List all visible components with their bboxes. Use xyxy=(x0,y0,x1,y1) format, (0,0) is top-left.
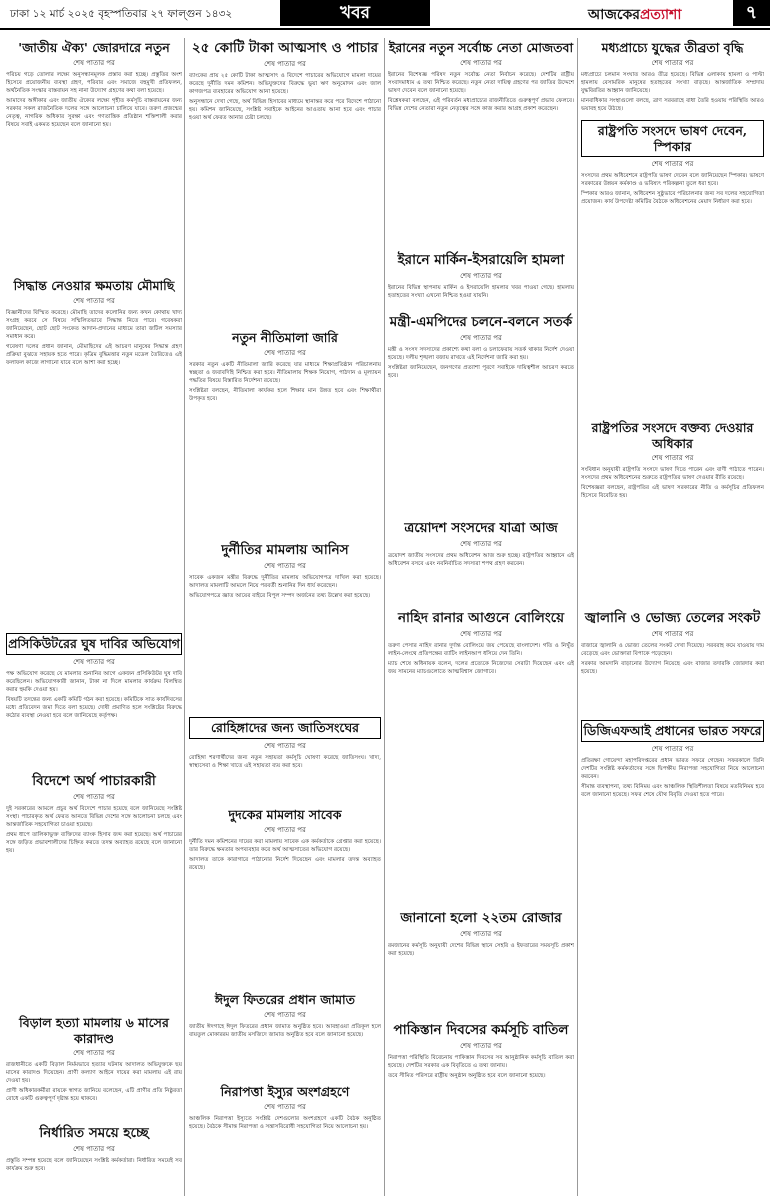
article-headline: ইরানের নতুন সর্বোচ্চ নেতা মোজতবা xyxy=(388,40,574,55)
article-paragraph: তরুণ পেসার নাহিদ রানার দুর্দান্ত বোলিংয়ে জয় পেয়েছে বাংলাদেশ। গতি ও নিখুঁত লাইন-লেংথে প্রতিপক্ষের ব্যাটিং লাইনআপ ধসিয়ে দেন তিনি। xyxy=(388,642,574,657)
article-paragraph: সাবেক একজন মন্ত্রীর বিরুদ্ধে দুর্নীতির মামলায় অভিযোগপত্র দাখিল করা হয়েছে। আদালত মামলাটি আমলে নিয়ে পরবর্তী শুনানির দিন ধার্য করেছেন। xyxy=(189,574,381,589)
article-scheduled-time xyxy=(6,1123,182,1193)
continued-label: শেষ পাতার পর xyxy=(73,58,115,67)
article-paragraph: দুর্নীতি দমন কমিশনের দায়ের করা মামলায় সাবেক এক কর্মকর্তাকে গ্রেপ্তার করা হয়েছে। তার বিরুদ্ধে ক্ষমতার অপব্যবহার করে অর্থ আত্মসাতের অভিযোগ রয়েছে। xyxy=(189,838,381,853)
article-acc-case xyxy=(189,805,381,990)
article-paragraph: গবেষণা দলের প্রধান জানান, মৌমাছিদের এই আচরণ মানুষের সিদ্ধান্ত গ্রহণ প্রক্রিয়া বুঝতে সহায়ক হতে পারে। কৃত্রিম বুদ্ধিমত্তার নতুন মডেল তৈরিতেও এই ফলাফল কাজে লাগানো যাবে বলে আশা করা হচ্ছে। xyxy=(6,343,182,366)
article-cat-killing xyxy=(6,1013,182,1123)
article-dgfi-india xyxy=(581,718,764,1178)
article-paragraph: ব্যাংকের প্রায় ২৫ কোটি টাকা আত্মসাৎ ও বিদেশে পাচারের অভিযোগে মামলা দায়ের করেছে দুর্নীতি দমন কমিশন। অভিযুক্তদের বিরুদ্ধে ভুয়া ঋণ অনুমোদন এবং জাল কাগজপত্র ব্যবহারের অভিযোগ আনা হয়েছে। xyxy=(189,72,381,95)
article-paragraph: বিশ্লেষকরা বলছেন, এই পরিবর্তন মধ্যপ্রাচ্যের রাজনীতিতে গুরুত্বপূর্ণ প্রভাব ফেলবে। বিভিন্ন দেশের নেতারা নতুন নেতৃত্বের সঙ্গে কাজ করার আগ্রহ প্রকাশ করেছেন। xyxy=(388,97,574,112)
page-number: ৭ xyxy=(733,0,770,26)
column-4 xyxy=(581,38,764,1198)
article-headline: ২৫ কোটি টাকা আত্মসাৎ ও পাচার xyxy=(191,40,379,56)
article-paragraph: পক্ষ অভিযোগ করেছে যে মামলার শুনানির আগে একজন প্রসিকিউটর ঘুষ দাবি করেছিলেন। অভিযোগকারী জানান, টাকা না দিলে মামলার কার্যক্রম বিলম্বিত করার হুমকি দেওয়া হয়। xyxy=(6,670,182,693)
article-headline: মধ্যপ্রাচ্যে যুদ্ধের তীব্রতা বৃদ্ধি xyxy=(601,40,744,55)
continued-label: শেষ পাতার পর xyxy=(264,348,306,357)
column-3 xyxy=(388,38,574,1198)
newspaper-logo xyxy=(588,3,681,27)
article-money-laundering xyxy=(6,771,182,1013)
continued-label: শেষ পাতার পর xyxy=(264,561,306,570)
article-paragraph: পরিচয় গড়ে তোলার লক্ষ্যে অনুসন্ধানমূলক প্রস্তাব করা হচ্ছে। প্রস্তুতির অংশ হিসেবে প্রয়োজনীয় ব্যবস্থা গ্রহণ, পরিবার এবং সমাজে বহুমুখী প্রতিফলন, অর্থনৈতিক সংস্কার বাস্তবায়ন সহ নানা উদ্যোগ গ্রহণের কথা বলা হয়েছে। xyxy=(6,71,182,94)
article-paragraph: প্রস্তুতি সম্পন্ন হয়েছে বলে জানিয়েছেন সংশ্লিষ্ট কর্মকর্তারা। নির্ধারিত সময়েই সব কার্যক্রম শুরু হবে। xyxy=(6,1157,182,1172)
article-headline: রাষ্ট্রপতির সংসদে বক্তব্য দেওয়ার অধিকার xyxy=(591,420,754,451)
article-headline: নাহিদ রানার আগুনে বোলিংয়ে xyxy=(397,610,565,626)
continued-label: শেষ পাতার পর xyxy=(73,792,115,801)
article-paragraph: ইরানের বিশেষজ্ঞ পরিষদ নতুন সর্বোচ্চ নেতা নির্বাচন করেছে। দেশটির রাষ্ট্রীয় সংবাদমাধ্যম এ তথ্য নিশ্চিত করেছে। নতুন নেতা দায়িত্ব গ্রহণের পর জাতির উদ্দেশে ভাষণ দেবেন বলে জানানো হয়েছে। xyxy=(388,71,574,94)
continued-label: শেষ পাতার পর xyxy=(460,929,502,938)
continued-label: শেষ পাতার পর xyxy=(651,58,694,67)
article-headline: বিদেশে অর্থ পাচারকারী xyxy=(32,773,156,789)
article-paragraph: সরকার আমদানি বাড়ানোর উদ্যোগ নিয়েছে এবং বাজার তদারকি জোরদার করা হয়েছে। xyxy=(581,660,764,675)
article-ministers-caution xyxy=(388,312,574,518)
article-paragraph: ম্যাচ শেষে অধিনায়ক বলেন, দলের প্রত্যেকে নিজেদের সেরাটা দিয়েছেন এবং এই জয় সামনের ম্যাচগুলোতে আত্মবিশ্বাস জোগাবে। xyxy=(388,660,574,675)
continued-label: শেষ পাতার পর xyxy=(651,629,694,638)
masthead xyxy=(0,0,770,28)
article-president-rights xyxy=(581,418,764,608)
continued-label: শেষ পাতার পর xyxy=(460,1041,502,1050)
article-headline: দুর্নীতির মামলায় আনিস xyxy=(221,542,349,558)
article-paragraph: সংশ্লিষ্টরা বলছেন, নীতিমালা কার্যকর হলে শিক্ষার মান উন্নত হবে এবং শিক্ষার্থীরা উপকৃত হবে। xyxy=(189,387,381,402)
column-divider xyxy=(577,38,578,1196)
column-1 xyxy=(6,38,182,1198)
article-paragraph: অভিযোগপত্রে জ্ঞাত আয়ের বাইরে বিপুল সম্পদ অর্জনের তথ্য উল্লেখ করা হয়েছে। xyxy=(189,592,371,599)
article-paragraph: প্রতিরক্ষা গোয়েন্দা মহাপরিদপ্তরের প্রধান ভারত সফরে গেছেন। সফরকালে তিনি দেশটির সংশ্লিষ্ট কর্মকর্তাদের সঙ্গে দ্বিপক্ষীয় নিরাপত্তা সহযোগিতা নিয়ে আলোচনা করবেন। xyxy=(581,757,764,780)
column-divider xyxy=(384,38,385,1196)
article-paragraph: ইরানের বিভিন্ন স্থাপনায় মার্কিন ও ইসরায়েলি হামলার খবর পাওয়া গেছে। হামলায় হতাহতের সংখ্যা এখনো নিশ্চিত হওয়া যায়নি। xyxy=(388,284,574,299)
article-25-crore xyxy=(189,38,381,328)
continued-label: শেষ পাতার পর xyxy=(73,1144,115,1153)
article-paragraph: নিরাপত্তা পরিস্থিতি বিবেচনায় পাকিস্তান দিবসের সব আনুষ্ঠানিক কর্মসূচি বাতিল করা হয়েছে। দেশটির সরকার এক বিবৃতিতে এ তথ্য জানায়। xyxy=(388,1054,574,1069)
article-paragraph: আদালত তাকে কারাগারে পাঠানোর নির্দেশ দিয়েছেন এবং মামলার তদন্ত অব্যাহত রয়েছে। xyxy=(189,856,381,871)
article-headline: 'জাতীয় ঐক্য' জোরদারে নতুন xyxy=(18,40,170,55)
article-headline: পাকিস্তান দিবসের কর্মসূচি বাতিল xyxy=(393,1022,569,1038)
article-middle-east-war xyxy=(581,38,764,118)
continued-label: শেষ পাতার পর xyxy=(264,1102,306,1111)
article-paragraph: প্রথম ধাপে তালিকাভুক্ত ব্যক্তিদের ব্যাংক হিসাব জব্দ করা হয়েছে। অর্থ পাচারের সঙ্গে জড়িত প্রভাবশালীদের চিহ্নিত করতে তদন্ত অব্যাহত রয়েছে বলে জানানো হয়। xyxy=(6,831,182,854)
article-iran-attack xyxy=(388,250,574,312)
article-headline: নির্ধারিত সময়ে হচ্ছে xyxy=(39,1125,149,1141)
article-headline: নতুন নীতিমালা জারি xyxy=(232,330,338,345)
article-paragraph: রোহিঙ্গা শরণার্থীদের জন্য নতুন সহায়তা কর্মসূচি ঘোষণা করেছে জাতিসংঘ। খাদ্য, স্বাস্থ্যসেবা ও শিক্ষা খাতে এই সহায়তা ব্যয় করা হবে। xyxy=(189,754,381,769)
continued-label: শেষ পাতার পর xyxy=(460,629,502,638)
article-headline: সিদ্ধান্ত নেওয়ার ক্ষমতায় মৌমাছি xyxy=(13,278,175,293)
header-divider xyxy=(0,28,770,30)
article-paragraph: জাতীয় ঈদগাহে ঈদুল ফিতরের প্রধান জামাত অনুষ্ঠিত হবে। আবহাওয়া প্রতিকূল হলে বায়তুল মোকাররম জাতীয় মসজিদে জামাত অনুষ্ঠিত হবে বলে জানানো হয়েছে। xyxy=(189,1023,381,1038)
continued-label: শেষ পাতার পর xyxy=(264,741,306,750)
continued-label: শেষ পাতার পর xyxy=(460,58,502,67)
article-nahid-rana xyxy=(388,608,574,908)
continued-label: শেষ পাতার পর xyxy=(651,454,694,463)
article-paragraph: বিজ্ঞানীদের বিস্মিত করেছে। মৌমাছি তাদের কলোনির জন্য কখন কোথায় খাদ্য সংগ্রহ করবে সে বিষয়ে সম্মিলিতভাবে সিদ্ধান্ত নিতে পারে। গবেষকরা জানিয়েছেন, ছোট ছোট সংকেত আদান-প্রদানের মাধ্যমে তারা জটিল সমস্যার সমাধান করে। xyxy=(6,309,182,340)
logo-accent: প্রত্যাশা xyxy=(639,7,682,23)
article-paragraph: রাজধানীতে একটি বিড়াল নির্মমভাবে হত্যার ঘটনায় আদালত অভিযুক্তকে ছয় মাসের কারাদণ্ড দিয়েছেন। প্রাণী কল্যাণ আইনে দায়ের করা মামলায় এই রায় দেওয়া হয়। xyxy=(6,1062,182,1085)
continued-label: শেষ পাতার পর xyxy=(264,59,306,68)
article-headline: দুদকের মামলায় সাবেক xyxy=(228,807,342,822)
continued-label: শেষ পাতার পর xyxy=(264,1010,306,1019)
article-eid-jamaat xyxy=(189,990,381,1082)
article-paragraph: স্পিকার আরও জানান, অধিবেশন সুষ্ঠুভাবে পরিচালনার জন্য সব দলের সহযোগিতা প্রয়োজন। কার্য উপদেষ্টা কমিটির বৈঠকে অধিবেশনের মেয়াদ নির্ধারণ করা হবে। xyxy=(581,191,764,206)
article-paragraph: বিষয়টি তদন্তের জন্য একটি কমিটি গঠন করা হয়েছে। কমিটিকে সাত কার্যদিবসের মধ্যে প্রতিবেদন জমা দিতে বলা হয়েছে। দোষী প্রমাণিত হলে সংশ্লিষ্টের বিরুদ্ধে কঠোর ব্যবস্থা নেওয়া হবে বলে জানিয়েছে কর্তৃপক্ষ। xyxy=(6,696,182,719)
article-national-unity xyxy=(6,38,182,276)
article-headline: ত্রয়োদশ সংসদের যাত্রা আজ xyxy=(404,520,558,536)
continued-label: শেষ পাতার পর xyxy=(264,825,306,834)
article-paragraph: মানবাধিকার সংস্থাগুলো বলছে, ত্রাণ সরবরাহে বাধা তৈরি হওয়ায় পরিস্থিতি আরও ভয়াবহ হয়ে উঠছে। xyxy=(581,97,764,112)
article-13th-parliament xyxy=(388,518,574,608)
article-paragraph: দুই সরকারের আমলে প্রচুর অর্থ বিদেশে পাচার হয়েছে বলে জানিয়েছে সংশ্লিষ্ট সংস্থা। পাচারকৃত অর্থ ফেরত আনতে বিভিন্ন দেশের সঙ্গে আলোচনা চলছে এবং আন্তর্জাতিক সহযোগিতা চাওয়া হয়েছে। xyxy=(6,805,182,828)
article-paragraph: বিশেষজ্ঞরা বলছেন, রাষ্ট্রপতির এই ভাষণ সরকারের নীতি ও কর্মসূচির প্রতিফলন হিসেবে বিবেচিত হয়। xyxy=(581,485,764,500)
article-pakistan-day xyxy=(388,1020,574,1190)
article-headline: ইরানে মার্কিন-ইসরায়েলি হামলা xyxy=(397,252,565,268)
article-security-issue xyxy=(189,1082,381,1192)
continued-label: শেষ পাতার পর xyxy=(651,160,694,169)
article-paragraph: আঞ্চলিক নিরাপত্তা ইস্যুতে সংশ্লিষ্ট দেশগুলোর অংশগ্রহণে একটি বৈঠক অনুষ্ঠিত হয়েছে। বৈঠকে সীমান্ত নিরাপত্তা ও সন্ত্রাসবিরোধী সহযোগিতা নিয়ে আলোচনা হয়। xyxy=(189,1115,381,1130)
article-paragraph: মন্ত্রী ও সংসদ সদস্যদের প্রকাশ্যে কথা বলা ও চলাফেরায় সতর্ক থাকার নির্দেশ দেওয়া হয়েছে। দলীয় শৃঙ্খলা বজায় রাখতে এই নির্দেশনা জারি করা হয়। xyxy=(388,346,574,361)
continued-label: শেষ পাতার পর xyxy=(73,296,115,305)
logo-prefix: আজকের xyxy=(588,7,640,23)
article-new-policy xyxy=(189,328,381,540)
article-headline: বিড়াল হত্যা মামলায় ৬ মাসের কারাদণ্ড xyxy=(19,1015,169,1046)
article-corruption-anis xyxy=(189,540,381,715)
continued-label: শেষ পাতার পর xyxy=(460,539,502,548)
continued-label: শেষ পাতার পর xyxy=(73,1049,115,1058)
article-22nd-roza xyxy=(388,908,574,1020)
article-paragraph: মধ্যপ্রাচ্যে চলমান সংঘাত আরও তীব্র হয়েছে। বিভিন্ন এলাকায় হামলা ও পাল্টা হামলায় বেসামরিক মানুষের হতাহতের সংখ্যা বাড়ছে। আন্তর্জাতিক সম্প্রদায় যুদ্ধবিরতির আহ্বান জানিয়েছে। xyxy=(581,71,764,94)
article-rohingya-un xyxy=(189,715,381,805)
article-president-speech xyxy=(581,118,764,418)
article-headline: জ্বালানি ও ভোজ্য তেলের সংকট xyxy=(584,610,761,626)
column-divider xyxy=(184,38,185,1196)
article-paragraph: তবে সীমিত পরিসরে রাষ্ট্রীয় অনুষ্ঠান অনুষ্ঠিত হবে বলে জানানো হয়েছে। xyxy=(388,1072,546,1079)
article-fuel-oil-crisis xyxy=(581,608,764,718)
article-headline: রাষ্ট্রপতি সংসদে ভাষণ দেবেন, স্পিকার xyxy=(581,120,764,157)
continued-label: শেষ পাতার পর xyxy=(460,333,502,342)
article-bee-decision xyxy=(6,276,182,631)
article-paragraph: সরকার নতুন একটি নীতিমালা জারি করেছে যার মাধ্যমে শিক্ষাপ্রতিষ্ঠান পরিচালনায় স্বচ্ছতা ও জবাবদিহি নিশ্চিত করা হবে। নীতিমালায় শিক্ষক নিয়োগ, পাঠদান ও মূল্যায়ন পদ্ধতির বিষয়ে বিস্তারিত নির্দেশনা রয়েছে। xyxy=(189,361,381,384)
article-paragraph: বাজারে জ্বালানি ও ভোজ্য তেলের সংকট দেখা দিয়েছে। সরবরাহ কমে যাওয়ায় দাম বেড়েছে এবং ভোক্তারা বিপাকে পড়েছেন। xyxy=(581,642,764,657)
page-date: ঢাকা ১২ মার্চ ২০২৫ বৃহস্পতিবার ২৭ ফাল্গুন ১৪৩২ xyxy=(10,8,233,20)
article-paragraph: প্রাণী অধিকারকর্মীরা রায়কে স্বাগত জানিয়ে বলেছেন, এটি প্রাণীর প্রতি নিষ্ঠুরতা রোধে একটি গুরুত্বপূর্ণ দৃষ্টান্ত হয়ে থাকবে। xyxy=(6,1088,182,1103)
article-headline: নিরাপত্তা ইস্যুর অংশগ্রহণে xyxy=(220,1084,350,1099)
column-2 xyxy=(189,38,381,1198)
section-title: খবর xyxy=(280,0,430,26)
article-headline: মন্ত্রী-এমপিদের চলনে-বলনে সতর্ক xyxy=(389,314,573,330)
article-prosecutor-bribe xyxy=(6,631,182,771)
article-headline: ডিজিএফআই প্রধানের ভারত সফরে xyxy=(581,720,764,742)
article-headline: জানানো হলো ২২তম রোজার xyxy=(400,910,562,926)
article-paragraph: অনুসন্ধানে দেখা গেছে, অর্থ বিভিন্ন হিসাবের মাধ্যমে স্থানান্তর করে পরে বিদেশে পাঠানো হয়। কমিশন জানিয়েছে, সংশ্লিষ্ট সবাইকে আইনের আওতায় আনা হবে এবং পাচার হওয়া অর্থ ফেরত আনার চেষ্টা চলছে। xyxy=(189,98,381,121)
article-paragraph: ত্রয়োদশ জাতীয় সংসদের প্রথম অধিবেশন আজ শুরু হচ্ছে। রাষ্ট্রপতির আহ্বানে এই অধিবেশন বসবে এবং নবনির্বাচিত সদস্যরা শপথ গ্রহণ করবেন। xyxy=(388,552,574,567)
article-iran-leader xyxy=(388,38,574,250)
article-paragraph: আমাদের অঙ্গীকার এবং জাতীয় ঐক্যের লক্ষ্যে গৃহীত কর্মসূচি বাস্তবায়নের জন্য সরকার সকল রাজনৈতিক দলের সঙ্গে আলোচনা চালিয়ে যাবে। তরুণ প্রজন্মের নেতৃত্ব, নাগরিক অধিকার সুরক্ষা এবং গণতান্ত্রিক প্রতিষ্ঠান শক্তিশালী করার বিষয়ে সবাই একমত হয়েছেন বলে জানানো হয়। xyxy=(6,97,182,128)
article-headline: রোহিঙ্গাদের জন্য জাতিসংঘের xyxy=(189,717,381,739)
article-paragraph: সংসদের প্রথম অধিবেশনে রাষ্ট্রপতি ভাষণ দেবেন বলে জানিয়েছেন স্পিকার। ভাষণে সরকারের উন্নয়ন কর্মকাণ্ড ও ভবিষ্যৎ পরিকল্পনা তুলে ধরা হবে। xyxy=(581,173,764,188)
article-paragraph: রমজানের কর্মসূচি অনুযায়ী দেশের বিভিন্ন স্থানে সেহরি ও ইফতারের সময়সূচি প্রকাশ করা হয়েছে। xyxy=(388,942,574,957)
article-paragraph: সীমান্ত ব্যবস্থাপনা, তথ্য বিনিময় এবং আঞ্চলিক স্থিতিশীলতা বিষয়ে মতবিনিময় হবে বলে জানানো হয়েছে। সফর শেষে যৌথ বিবৃতি দেওয়া হতে পারে। xyxy=(581,783,764,798)
article-paragraph: সংবিধান অনুযায়ী রাষ্ট্রপতি সংসদে ভাষণ দিতে পারেন এবং বাণী পাঠাতে পারেন। সংসদের প্রথম অধিবেশনের শুরুতে রাষ্ট্রপতির ভাষণ দেওয়ার রীতি রয়েছে। xyxy=(581,467,764,482)
continued-label: শেষ পাতার পর xyxy=(73,657,115,666)
article-headline: প্রসিকিউটরের ঘুষ দাবির অভিযোগ xyxy=(6,633,182,655)
article-paragraph: সংশ্লিষ্টরা জানিয়েছেন, জনগণের প্রত্যাশা পূরণে সবাইকে দায়িত্বশীল আচরণ করতে হবে। xyxy=(388,364,574,379)
continued-label: শেষ পাতার পর xyxy=(460,271,502,280)
article-headline: ঈদুল ফিতরের প্রধান জামাত xyxy=(214,992,356,1007)
continued-label: শেষ পাতার পর xyxy=(651,744,694,753)
